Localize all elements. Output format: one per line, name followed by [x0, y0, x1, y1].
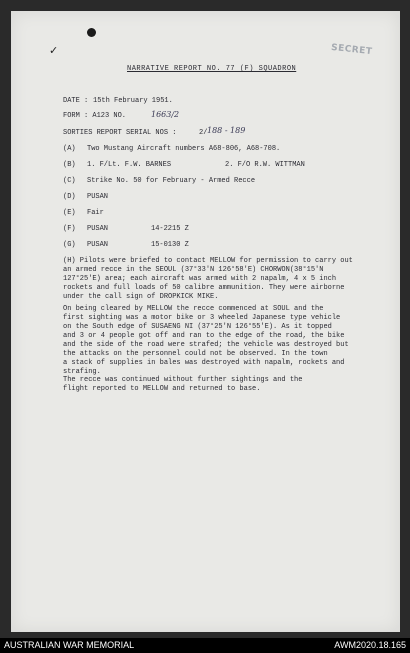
form-label: FORM : A123 NO. [63, 112, 127, 120]
paragraph-line: and 3 or 4 people got off and ran to the edge of the road, the bike [63, 332, 345, 340]
item-text: Fair [87, 209, 104, 217]
paragraph-line: flight reported to MELLOW and returned to base. [63, 385, 261, 393]
paragraph-line: 127°25'E) area; each aircraft was armed with 2 napalm, 4 x 5 inch [63, 275, 337, 283]
secret-stamp: SECRET [330, 42, 373, 58]
item-f [63, 225, 189, 233]
item-c [63, 177, 256, 185]
paragraph-line: On being cleared by MELLOW the recce commenced at SOUL and the [63, 305, 324, 313]
archive-footer [0, 638, 410, 653]
paragraph-line: the attacks on the personnel could not be observed. In the town [63, 350, 328, 358]
paragraph-line: first sighting was a motor bike or 3 wheeled Japanese type vehicle [63, 314, 341, 322]
document-page [11, 11, 400, 632]
item-key: (G) [63, 241, 76, 249]
date-label: DATE : [63, 97, 89, 105]
form-number: 1663/2 [151, 110, 180, 119]
paragraph-line: strafing. [63, 368, 101, 376]
paragraph-line: and the side of the road were strafed; the vehicle was destroyed but [63, 341, 349, 349]
item-key: (E) [63, 209, 76, 217]
paragraph-line: an armed recce in the SEOUL (37°33'N 126°58'E) CHORWON(38°15'N [63, 266, 324, 274]
date-line [63, 97, 173, 105]
date-value: 15th February 1951. [93, 97, 173, 105]
item-text: PUSAN [87, 241, 109, 249]
item-text: Strike No. 50 for February - Armed Recce [87, 177, 256, 185]
item-key: (B) [63, 161, 76, 169]
punch-hole [87, 28, 96, 37]
item-text: 1. F/Lt. F.W. BARNES [87, 161, 172, 169]
paragraph-line: rockets and full loads of 50 calibre ammunition. They were airborne [63, 284, 345, 292]
paragraph-line: The recce was continued without further sightings and the [63, 376, 303, 384]
report-title: NARRATIVE REPORT NO. 77 (F) SQUADRON [127, 65, 297, 73]
paragraph-h [63, 257, 399, 302]
item-g [63, 241, 189, 249]
item-key: (A) [63, 145, 76, 153]
tick-mark: ✓ [49, 44, 59, 57]
sorties-numbers: 188 - 189 [207, 126, 246, 135]
item-text-2: 15-0130 Z [151, 241, 189, 249]
item-key: (F) [63, 225, 76, 233]
paragraph-line: on the South edge of SUSAENG NI (37°25'N 126°55'E). As it topped [63, 323, 332, 331]
item-text: PUSAN [87, 225, 109, 233]
paragraph-line: under the call sign of DROPKICK MIKE. [63, 293, 219, 301]
paragraph-2 [63, 305, 399, 377]
item-text: Two Mustang Aircraft numbers A68-806, A68-708. [87, 145, 281, 153]
paragraph-3 [63, 376, 399, 394]
item-b [63, 161, 305, 169]
paragraph-line: a stack of supplies in bales was destroyed with napalm, rockets and [63, 359, 345, 367]
sorties-label: SORTIES REPORT SERIAL NOS : [63, 129, 177, 137]
sorties-line [63, 126, 246, 137]
form-line [63, 110, 180, 120]
item-text-2: 14-2215 Z [151, 225, 189, 233]
item-text-2: 2. F/O R.W. WITTMAN [225, 161, 305, 169]
item-key: (D) [63, 193, 76, 201]
item-a [63, 145, 281, 153]
item-e [63, 209, 104, 217]
item-key: (C) [63, 177, 76, 185]
item-text: PUSAN [87, 193, 109, 201]
sorties-prefix: 2/ [199, 129, 208, 137]
paragraph-line: (H) Pilots were briefed to contact MELLOW for permission to carry out [63, 257, 353, 265]
item-d [63, 193, 109, 201]
footer-institution: AUSTRALIAN WAR MEMORIAL [4, 640, 135, 650]
footer-accession-number: AWM2020.18.165 [334, 640, 406, 650]
